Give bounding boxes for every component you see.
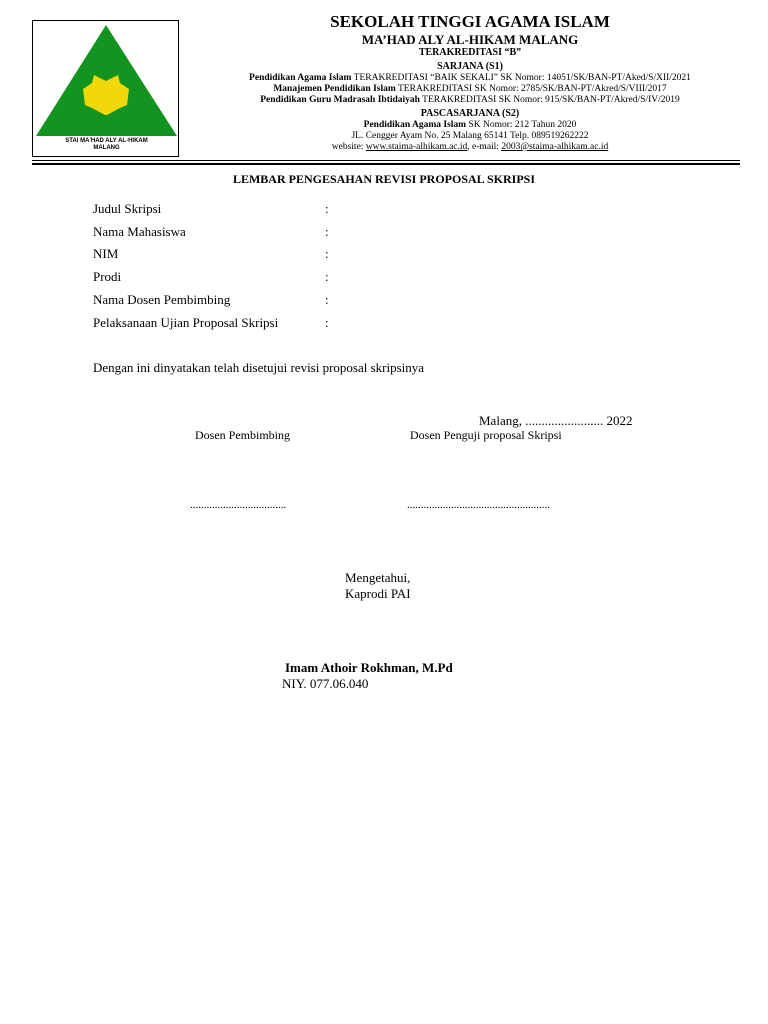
field-colon: : (325, 269, 329, 284)
website-label: website: (331, 142, 366, 152)
approval-statement: Dengan ini dinyatakan telah disetujui revisi proposal skripsinya (93, 360, 425, 375)
head-of-program-niy: NIY. 077.06.040 (282, 676, 369, 691)
field-label-prodi: Prodi (93, 269, 122, 284)
program-detail: TERAKREDITASI SK Nomor: 915/SK/BAN-PT/Akred/S/IV/2019 (419, 95, 680, 105)
program-detail: TERAKREDITASI SK Nomor: 2785/SK/BAN-PT/Akred/S/VIII/2017 (395, 84, 667, 94)
program-name: Pendidikan Agama Islam (363, 120, 467, 130)
logo-caption-name: STAI MA'HAD ALY AL-HIKAM (65, 138, 148, 144)
field-label-nim: NIM (93, 246, 119, 261)
header-divider-thick (32, 163, 740, 165)
institution-subtitle: MA’HAD ALY AL-HIKAM MALANG (361, 32, 579, 47)
place-date: Malang, ........................ 2022 (479, 413, 633, 428)
signer-right-signature-line: .................................................... (407, 499, 550, 511)
institution-name: SEKOLAH TINGGI AGAMA ISLAM (330, 12, 610, 31)
institution-logo (32, 20, 179, 157)
signer-left-role: Dosen Pembimbing (195, 428, 290, 442)
signer-right-role: Dosen Penguji proposal Skripsi (410, 428, 562, 442)
field-label-pelaksanaan-ujian: Pelaksanaan Ujian Proposal Skripsi (93, 315, 279, 330)
kaprodi-label: Kaprodi PAI (345, 586, 411, 601)
program-mpi (190, 84, 750, 95)
field-label-dosen-pembimbing: Nama Dosen Pembimbing (93, 292, 231, 307)
program-name: Pendidikan Guru Madrasah Ibtidaiyah (260, 95, 420, 105)
email-link[interactable]: 2003 (501, 142, 521, 152)
email-label: , e-mail: (467, 142, 502, 152)
signer-left-signature-line: ................................... (190, 499, 287, 511)
accreditation-status: TERAKREDITASI “B” (418, 47, 522, 58)
field-colon: : (325, 315, 329, 330)
field-colon: : (325, 292, 329, 307)
contact-line (190, 142, 750, 153)
field-colon: : (325, 246, 329, 261)
field-label-judul: Judul Skripsi (93, 201, 162, 216)
head-of-program-name: Imam Athoir Rokhman, M.Pd (285, 660, 453, 675)
document-title: LEMBAR PENGESAHAN REVISI PROPOSAL SKRIPSI (232, 172, 536, 186)
program-pai-s2 (190, 120, 750, 131)
program-detail: TERAKREDITASI “BAIK SEKALI” SK Nomor: 14051/SK/BAN-PT/Aked/S/XII/2021 (351, 73, 691, 83)
acknowledged-label: Mengetahui, (345, 570, 411, 585)
logo-caption-city: MALANG (93, 145, 120, 151)
field-label-nama-mahasiswa: Nama Mahasiswa (93, 224, 186, 239)
program-pgmi (190, 95, 750, 106)
program-detail: SK Nomor: 212 Tahun 2020 (466, 120, 577, 130)
s2-heading: PASCASARJANA (S2) (420, 108, 520, 119)
header-divider-thin (32, 160, 740, 161)
program-name: Manajemen Pendidikan Islam (273, 84, 396, 94)
website-link[interactable]: www.staima-alhikam.ac.id (365, 142, 468, 152)
s1-heading: SARJANA (S1) (437, 61, 503, 72)
program-pai-s1 (190, 73, 750, 84)
field-colon: : (325, 201, 329, 216)
program-name: Pendidikan Agama Islam (249, 73, 352, 83)
email-domain[interactable]: @staima-alhikam.ac.id (520, 142, 609, 152)
institution-address: JL. Cengger Ayam No. 25 Malang 65141 Telp. 089519262222 (351, 131, 589, 141)
field-colon: : (325, 224, 329, 239)
